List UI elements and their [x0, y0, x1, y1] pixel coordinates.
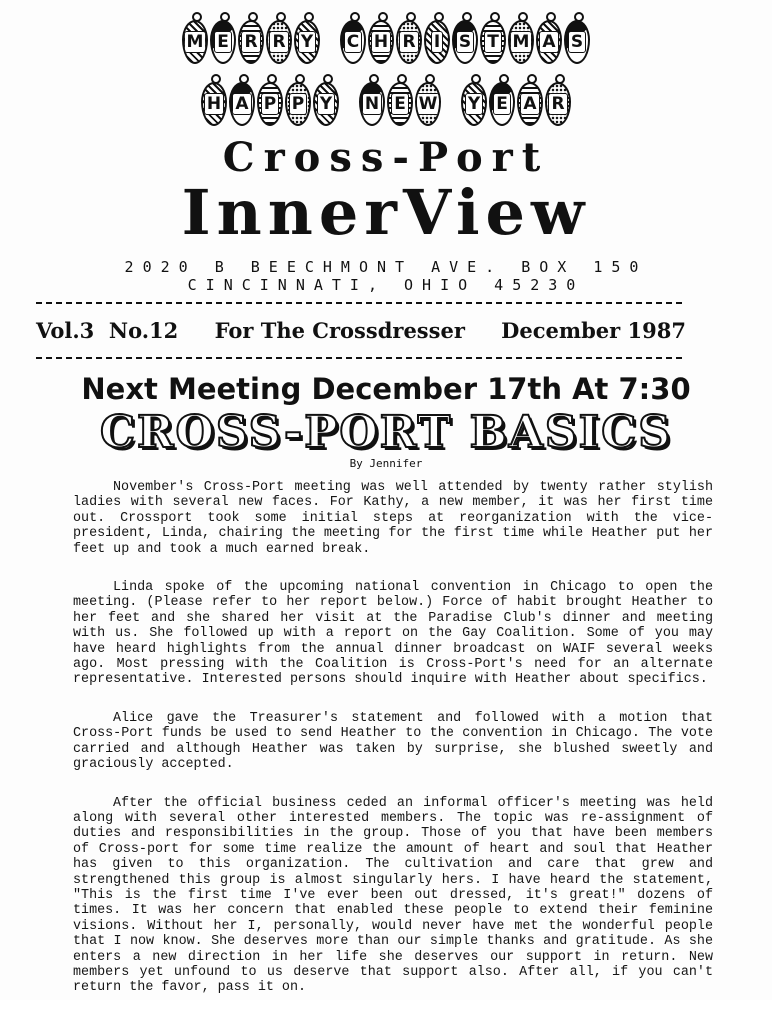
christmas-ornament-icon [387, 72, 413, 128]
christmas-ornament-icon [359, 72, 385, 128]
christmas-ornament-icon [294, 10, 320, 66]
greeting-happy-new-year [0, 72, 772, 128]
christmas-ornament-icon [452, 10, 478, 66]
ornament-letter: R [241, 31, 260, 53]
christmas-ornament-icon [201, 72, 227, 128]
issue-volume: Vol.3 [36, 318, 95, 343]
newsletter-name: InnerView [181, 176, 591, 249]
christmas-ornament-icon [210, 10, 236, 66]
greeting-merry-christmas [0, 10, 772, 66]
christmas-ornament-icon [285, 72, 311, 128]
dashed-divider-bottom [36, 357, 682, 359]
ornament-letter: C [344, 31, 362, 53]
ornament-letter: A [539, 31, 558, 53]
christmas-ornament-icon [415, 72, 441, 128]
christmas-ornament-icon [340, 10, 366, 66]
ornament-letter: I [431, 31, 443, 53]
ornament-letter: M [510, 31, 533, 53]
ornament-letter: S [456, 31, 474, 53]
ornament-letter: T [484, 31, 502, 53]
ornament-letter: P [261, 93, 279, 115]
greeting-word [200, 72, 340, 128]
christmas-ornament-icon [266, 10, 292, 66]
ornament-letter: Y [317, 93, 335, 115]
article-byline: By Jennifer [349, 457, 423, 470]
ornament-letter: E [391, 93, 409, 115]
ornament-letter: W [416, 93, 441, 115]
issue-date: December 1987 [501, 318, 686, 343]
christmas-ornament-icon [545, 72, 571, 128]
christmas-ornament-icon [536, 10, 562, 66]
christmas-ornament-icon [368, 10, 394, 66]
ornament-letter: P [289, 93, 307, 115]
dashed-divider-top [36, 302, 682, 304]
ornament-letter: Y [465, 93, 483, 115]
issue-volume-number [36, 318, 178, 343]
ornament-letter: E [214, 31, 232, 53]
ornament-letter: R [269, 31, 288, 53]
christmas-ornament-icon [480, 10, 506, 66]
ornament-letter: M [184, 31, 207, 53]
ornament-letter: A [520, 93, 539, 115]
next-meeting-headline: Next Meeting December 17th At 7:30 [81, 372, 691, 406]
ornament-letter: R [548, 93, 567, 115]
christmas-ornament-icon [489, 72, 515, 128]
ornament-letter: H [204, 93, 224, 115]
christmas-ornament-icon [508, 10, 534, 66]
ornament-letter: A [232, 93, 251, 115]
greeting-word [181, 10, 321, 66]
article-title: CROSS-PORT BASICS [99, 407, 673, 458]
christmas-ornament-icon [461, 72, 487, 128]
issue-number: No.12 [108, 318, 179, 343]
greeting-word [358, 72, 442, 128]
christmas-ornament-icon [257, 72, 283, 128]
address-city: CINCINNATI, OHIO 45230 [187, 276, 585, 294]
org-name: Cross-Port [222, 134, 550, 181]
christmas-ornament-icon [238, 10, 264, 66]
article-paragraph: Linda spoke of the upcoming national convention in Chicago to open the meeting. (Please refer to her report below.) Force of habit brought Heather to her feet and she shared her visit at the Paradise Club's dinner and meeting with us. She followed up with a report on the Gay Coalition. Some of you may have heard highlights from the annual dinner broadcast on WAIF several weeks ago. Most pressing with the Coalition is Cross-Port's need for an alternate representative. Interested persons should inquire with Heather about specifics. [73, 580, 713, 688]
christmas-ornament-icon [313, 72, 339, 128]
article-paragraph: After the official business ceded an informal officer's meeting was held along with several other interested members. The topic was re-assignment of duties and responsibilities in the group. Those of you that have been members of Cross-port for some time realize the amount of heart and soul that Heather has given to this organization. The cultivation and care that grew and strengthened this group is almost singularly hers. I have heard the statement, "This is the first time I've ever been out dressed, it's great!" dozens of times. It was her concern that enabled these people to extend their feminine visions. Without her I, personally, would never have met the wonderful people that I now know. She deserves more than our simple thanks and gratitude. As she enters a new direction in her life she deserves our support in return. New members yet unfound to us deserve that support also. After all, if you can't return the favor, pass it on. [73, 795, 713, 996]
article-body [73, 480, 713, 1019]
christmas-ornament-icon [229, 72, 255, 128]
ornament-letter: N [362, 93, 382, 115]
christmas-ornament-icon [517, 72, 543, 128]
issue-line [36, 318, 686, 343]
ornament-letter: H [371, 31, 391, 53]
christmas-ornament-icon [182, 10, 208, 66]
ornament-letter: E [493, 93, 511, 115]
article-paragraph: November's Cross-Port meeting was well attended by twenty rather stylish ladies with several new faces. For Kathy, a new member, it was her first time out. Crossport took some initial steps at reorganization with the vice-president, Linda, chairing the meeting for the first time while Heather put her feet up and took a much earned break. [73, 480, 713, 557]
greeting-word [339, 10, 591, 66]
christmas-ornament-icon [564, 10, 590, 66]
greeting-word [460, 72, 572, 128]
article-paragraph: Alice gave the Treasurer's statement and followed with a motion that Cross-Port funds be used to send Heather to the convention in Chicago. The vote carried and although Heather was taken by surprise, she blushed sweetly and graciously accepted. [73, 710, 713, 773]
address-street: 2020 B BEECHMONT AVE. BOX 150 [124, 258, 648, 276]
issue-tagline: For The Crossdresser [214, 318, 465, 343]
ornament-letter: R [399, 31, 418, 53]
ornament-letter: Y [298, 31, 316, 53]
christmas-ornament-icon [396, 10, 422, 66]
christmas-ornament-icon [424, 10, 450, 66]
ornament-letter: S [568, 31, 586, 53]
